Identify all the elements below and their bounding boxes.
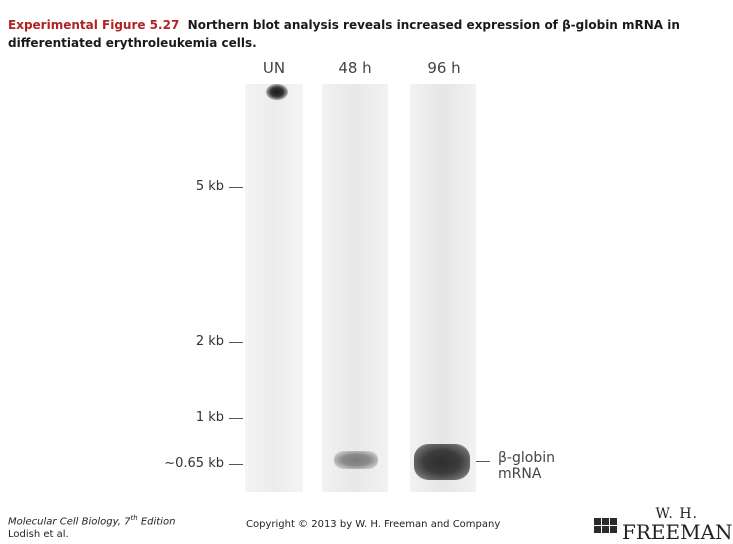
publisher-logo — [594, 506, 733, 544]
figure-caption: Northern blot analysis reveals increased expression of β-globin mRNA in differentiated erythroleukemia cells. — [8, 18, 680, 50]
book-title: Molecular Cell Biology, 7 — [8, 516, 131, 528]
beta-globin-line1: β-globin — [498, 450, 555, 466]
gel-lane-96h — [410, 84, 476, 492]
gel-lane-48h — [322, 84, 388, 492]
band-96h — [414, 444, 470, 480]
book-credit — [8, 512, 175, 541]
authors: Lodish et al. — [8, 529, 69, 541]
lane-label-48h: 48 h — [338, 59, 372, 77]
marker-tick-5kb — [229, 187, 243, 188]
gel-lane-un — [245, 84, 303, 492]
marker-1kb: 1 kb — [195, 410, 224, 425]
figure-label: Experimental Figure 5.27 — [8, 18, 180, 32]
beta-globin-line2: mRNA — [498, 466, 542, 482]
edition-sup: th — [130, 514, 138, 522]
marker-tick-2kb — [229, 342, 243, 343]
figure-title — [8, 16, 708, 52]
logo-main-text: FREEMAN — [622, 520, 733, 544]
logo-top-text: W. H. — [655, 506, 698, 522]
beta-globin-label — [498, 450, 555, 482]
marker-2kb: 2 kb — [195, 334, 224, 349]
beta-globin-tick — [476, 461, 490, 462]
marker-tick-1kb — [229, 418, 243, 419]
well-spot — [266, 84, 288, 100]
lane-label-un: UN — [262, 59, 286, 77]
copyright: Copyright © 2013 by W. H. Freeman and Company — [246, 519, 501, 530]
band-48h — [334, 451, 378, 469]
marker-065kb: ~0.65 kb — [164, 456, 224, 471]
edition-suffix: Edition — [137, 516, 176, 528]
marker-5kb: 5 kb — [195, 179, 224, 194]
marker-tick-065kb — [229, 464, 243, 465]
lane-label-96h: 96 h — [427, 59, 461, 77]
